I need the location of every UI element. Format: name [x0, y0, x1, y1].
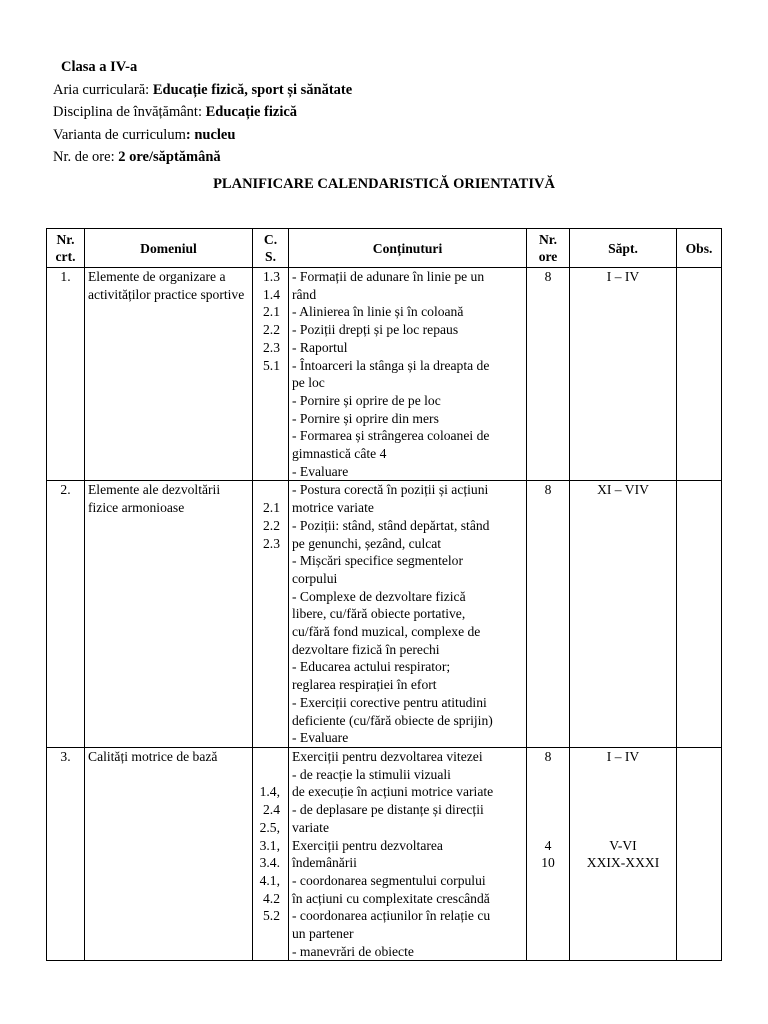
cell-sapt	[570, 747, 677, 960]
cs-value: 4.2	[263, 890, 280, 906]
varianta-label: Varianta de curriculum	[53, 126, 186, 143]
header-nr-line1: Nr.	[56, 232, 75, 247]
header-nr-crt	[47, 229, 85, 268]
continut-line: - coordonarea acțiunilor în relație cu	[292, 908, 491, 924]
continut-line: Exerciții pentru dezvoltarea vitezei	[292, 748, 483, 764]
continut-line: - Pornire și oprire din mers	[292, 410, 439, 426]
sapt-value: I – IV	[606, 748, 640, 764]
document-header	[53, 56, 352, 169]
domeniul-text: Calități motrice de bază	[88, 748, 218, 764]
ore-value	[530, 766, 566, 784]
continut-line: - Pornire și oprire de pe loc	[292, 392, 441, 408]
header-continuturi: Conținuturi	[289, 229, 527, 268]
continut-line: cu/fără fond muzical, complexe de	[292, 624, 481, 640]
header-ore-line1: Nr.	[538, 232, 557, 247]
header-cs-line2: S.	[265, 249, 276, 264]
continut-line: pe loc	[292, 375, 325, 391]
header-domeniul: Domeniul	[85, 229, 253, 268]
cs-value: 3.1,	[259, 837, 280, 853]
table-header-row	[47, 229, 722, 268]
continut-line: - Exerciții corective pentru atitudini	[292, 694, 487, 710]
ore-value	[530, 801, 566, 819]
planning-table	[46, 228, 722, 961]
continut-line: - manevrări de obiecte	[292, 943, 414, 959]
cs-value: 4.1,	[259, 872, 280, 888]
cell-nr-ore	[527, 481, 570, 748]
sapt-value: XI – VIV	[597, 482, 649, 498]
domeniul-text: Elemente ale dezvoltării fizice armonioase	[88, 482, 221, 516]
continut-line: - Formații de adunare în linie pe un	[292, 269, 485, 284]
ore-value: 2 ore/săptămână	[118, 149, 221, 165]
cell-cs	[253, 747, 289, 960]
continut-line: reglarea respirației în efort	[292, 677, 437, 693]
varianta-value: : nucleu	[185, 126, 236, 143]
cell-continuturi	[289, 268, 527, 481]
cs-value: 2.2	[263, 322, 280, 338]
cs-value	[256, 748, 280, 766]
cell-obs	[677, 481, 722, 748]
continut-line: rând	[292, 286, 317, 302]
continut-line: - Formarea și strângerea coloanei de	[292, 428, 490, 444]
ore-value: 8	[544, 482, 552, 498]
ore-value: 4	[544, 837, 552, 853]
continut-line: motrice variate	[292, 500, 374, 516]
table-body	[47, 268, 722, 961]
header-nr-line2: crt.	[55, 249, 76, 264]
table-row	[47, 747, 722, 960]
sapt-value: V-VI	[609, 837, 637, 853]
ore-value: 8	[544, 269, 552, 284]
ore-value	[530, 783, 566, 801]
cell-obs	[677, 747, 722, 960]
header-obs: Obs.	[677, 229, 722, 268]
continut-line: libere, cu/fără obiecte portative,	[292, 606, 466, 622]
cell-cs	[253, 268, 289, 481]
continut-line: gimnastică câte 4	[292, 446, 387, 462]
continut-line: - Întoarceri la stânga și la dreapta de	[292, 357, 490, 373]
cell-nr-crt: 2.	[47, 481, 85, 748]
continut-line: un partener	[292, 926, 354, 942]
cell-domeniul	[85, 481, 253, 748]
cs-value	[256, 481, 280, 499]
cell-nr-crt: 3.	[47, 747, 85, 960]
ore-label: Nr. de ore:	[53, 149, 115, 165]
cs-value: 2.4	[263, 802, 280, 818]
disciplina-value: Educație fizică	[205, 104, 298, 120]
aria-value: Educație fizică, sport și sănătate	[152, 81, 353, 98]
ore-value	[530, 819, 566, 837]
continut-line: - Complexe de dezvoltare fizică	[292, 588, 466, 604]
continut-line: pe genunchi, șezând, culcat	[292, 535, 442, 551]
aria-label: Aria curriculară:	[53, 81, 150, 98]
class-title: Clasa a IV-a	[61, 59, 138, 75]
continut-line: - Evaluare	[292, 463, 349, 479]
cell-domeniul	[85, 268, 253, 481]
continut-line: - Alinierea în linie și în coloană	[292, 304, 464, 320]
cs-value: 3.4.	[259, 855, 280, 871]
cs-value: 2.1	[263, 500, 280, 516]
varianta-line	[53, 124, 352, 147]
header-cs	[253, 229, 289, 268]
table-row	[47, 268, 722, 481]
page-title: PLANIFICARE CALENDARISTICĂ ORIENTATIVĂ	[213, 176, 555, 192]
disciplina-label: Disciplina de învățământ:	[53, 104, 202, 120]
header-nr-ore	[527, 229, 570, 268]
cell-sapt	[570, 268, 677, 481]
cell-continuturi	[289, 747, 527, 960]
cs-value: 2.1	[263, 304, 280, 320]
cs-value: 2.5,	[259, 819, 280, 835]
continut-line: - Postura corectă în poziții și acțiuni	[292, 482, 489, 498]
continut-line: dezvoltare fizică în perechi	[292, 641, 440, 657]
cell-obs	[677, 268, 722, 481]
ore-value: 8	[544, 748, 552, 764]
sapt-value: I – IV	[606, 269, 640, 284]
domeniul-text: Elemente de organizare a activităților practice sportive	[88, 269, 245, 302]
header-cs-line1: C.	[263, 232, 278, 247]
continut-line: - Poziții drepți și pe loc repaus	[292, 322, 459, 338]
cell-continuturi	[289, 481, 527, 748]
sapt-value	[573, 819, 673, 837]
disciplina-line	[53, 101, 352, 124]
nr-ore-line	[53, 146, 352, 169]
cell-sapt	[570, 481, 677, 748]
continut-line: în acțiuni cu complexitate crescândă	[292, 890, 490, 906]
sapt-value	[573, 766, 673, 784]
sapt-value	[573, 801, 673, 819]
continut-line: corpului	[292, 570, 338, 586]
cs-value: 1.4	[263, 286, 280, 302]
cs-value	[256, 766, 280, 784]
sapt-value	[573, 783, 673, 801]
ore-value: 10	[541, 855, 555, 871]
cell-domeniul	[85, 747, 253, 960]
cs-value: 2.3	[263, 339, 280, 355]
header-sapt: Săpt.	[570, 229, 677, 268]
continut-line: - Evaluare	[292, 730, 349, 746]
cs-value: 1.4,	[259, 784, 280, 800]
continut-line: - Raportul	[292, 339, 348, 355]
continut-line: Exerciții pentru dezvoltarea	[292, 837, 443, 853]
cell-nr-ore	[527, 268, 570, 481]
cs-value: 2.3	[263, 535, 280, 551]
continut-line: îndemânării	[292, 855, 357, 871]
sapt-value: XXIX-XXXI	[586, 855, 660, 871]
continut-line: - Educarea actului respirator;	[292, 659, 451, 675]
cell-nr-ore	[527, 747, 570, 960]
continut-line: - coordonarea segmentului corpului	[292, 872, 486, 888]
cs-value: 5.1	[263, 357, 280, 373]
table-row	[47, 481, 722, 748]
continut-line: de execuție în acțiuni motrice variate	[292, 784, 494, 800]
continut-line: - de deplasare pe distanțe și direcții	[292, 802, 484, 818]
cs-value: 5.2	[263, 908, 280, 924]
continut-line: variate	[292, 819, 329, 835]
header-ore-line2: ore	[538, 249, 558, 264]
cs-value: 1.3	[263, 269, 280, 284]
cell-cs	[253, 481, 289, 748]
cs-value: 2.2	[263, 517, 280, 533]
continut-line: - de reacție la stimulii vizuali	[292, 766, 451, 782]
continut-line: deficiente (cu/fără obiecte de sprijin)	[292, 712, 493, 728]
cell-nr-crt: 1.	[47, 268, 85, 481]
continut-line: - Mișcări specifice segmentelor	[292, 553, 463, 569]
continut-line: - Poziții: stând, stând depărtat, stând	[292, 517, 490, 533]
aria-curriculara-line	[53, 79, 352, 102]
